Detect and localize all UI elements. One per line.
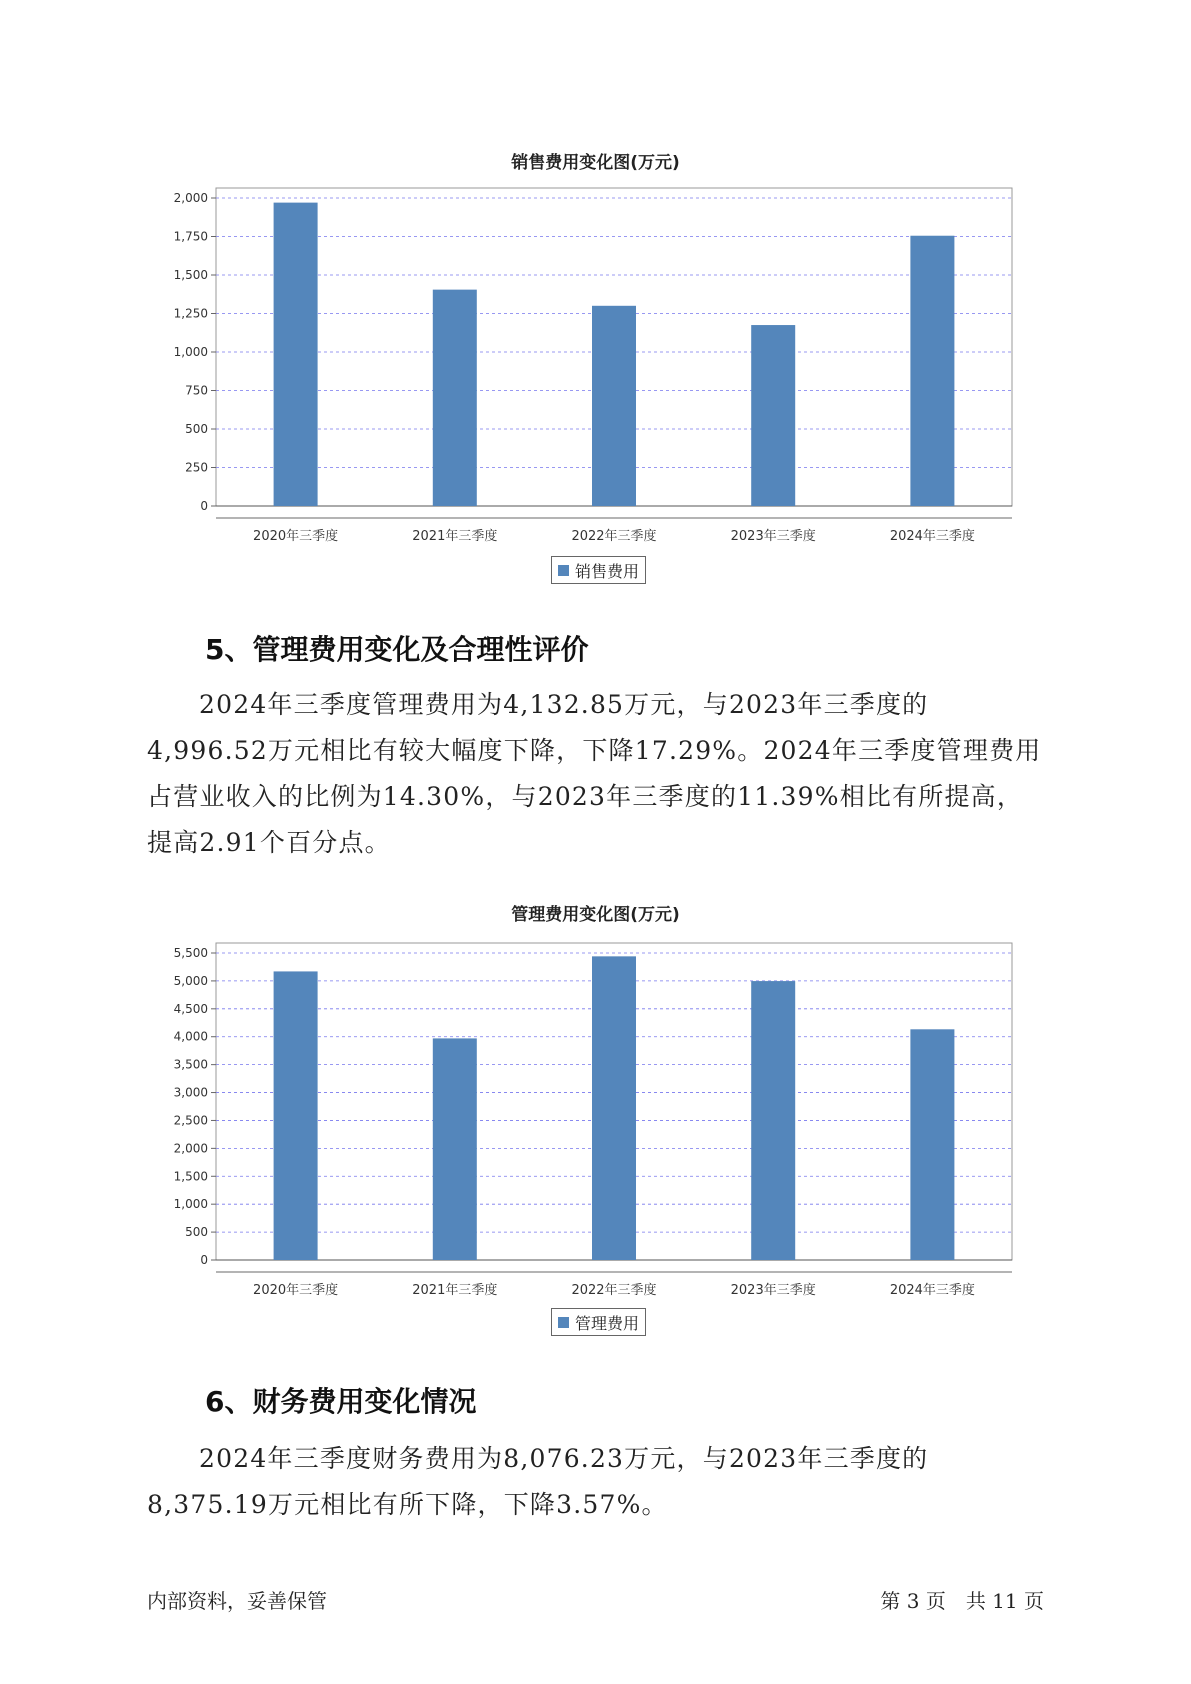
y-tick-label: 2,500 — [173, 1113, 208, 1128]
y-tick-label: 1,250 — [173, 306, 208, 321]
legend-swatch — [558, 1317, 569, 1328]
sales-chart-title: 销售费用变化图(万元) — [511, 153, 680, 173]
y-tick-label: 3,500 — [173, 1057, 208, 1072]
x-category-label: 2024年三季度 — [889, 1283, 975, 1298]
y-tick-label: 500 — [185, 1225, 208, 1240]
y-tick-label: 2,000 — [173, 191, 208, 205]
y-tick-label: 4,500 — [173, 1001, 208, 1016]
y-tick-label: 5,500 — [173, 946, 208, 960]
section-heading-finance-expense: 6、财务费用变化情况 — [205, 1385, 477, 1418]
bar — [910, 1029, 954, 1260]
y-tick-label: 1,500 — [173, 268, 208, 282]
x-category-label: 2022年三季度 — [571, 529, 657, 544]
y-tick-label: 1,000 — [173, 345, 208, 359]
y-tick-label: 2,000 — [173, 1141, 208, 1156]
y-tick-label: 3,000 — [173, 1085, 208, 1100]
x-category-label: 2020年三季度 — [253, 1283, 339, 1298]
x-category-label: 2021年三季度 — [412, 1283, 498, 1298]
bar — [751, 981, 795, 1260]
admin-chart-title: 管理费用变化图(万元) — [511, 905, 680, 925]
y-tick-label: 250 — [185, 460, 208, 475]
x-category-label: 2020年三季度 — [253, 529, 339, 544]
y-tick-label: 500 — [185, 422, 208, 436]
section-paragraph-finance-expense: 2024年三季度财务费用为8,076.23万元，与2023年三季度的8,375.19万元相比有所下降，下降3.57%。 — [147, 1444, 929, 1519]
y-tick-label: 0 — [200, 499, 208, 513]
y-tick-label: 5,000 — [173, 973, 208, 988]
x-category-label: 2023年三季度 — [730, 1283, 816, 1298]
legend-label: 管理费用 — [575, 1313, 640, 1333]
y-tick-label: 1,500 — [173, 1169, 208, 1184]
section-heading-admin-expense: 5、管理费用变化及合理性评价 — [205, 633, 589, 666]
x-category-label: 2024年三季度 — [889, 529, 975, 544]
admin-chart-legend — [551, 1308, 646, 1336]
bar — [592, 956, 636, 1260]
y-tick-label: 4,000 — [173, 1029, 208, 1044]
legend-label: 销售费用 — [575, 561, 640, 581]
bar — [274, 971, 318, 1260]
y-tick-label: 1,750 — [173, 229, 208, 244]
y-tick-label: 750 — [185, 383, 208, 398]
footer-confidential-note: 内部资料，妥善保管 — [147, 1589, 327, 1613]
section-paragraph-admin-expense: 2024年三季度管理费用为4,132.85万元，与2023年三季度的4,996.52万元相比有较大幅度下降，下降17.29%。2024年三季度管理费用占营业收入的比例为14.30%，与2023年三季度的11.39%相比有所提高，提高2.91个百分点。 — [147, 690, 1042, 857]
y-tick-label: 0 — [200, 1253, 208, 1267]
footer-page-number: 第 3 页 共 11 页 — [880, 1589, 1044, 1613]
bar — [433, 1038, 477, 1260]
y-tick-label: 1,000 — [173, 1197, 208, 1212]
x-category-label: 2021年三季度 — [412, 529, 498, 544]
x-category-label: 2023年三季度 — [730, 529, 816, 544]
x-category-label: 2022年三季度 — [571, 1283, 657, 1298]
